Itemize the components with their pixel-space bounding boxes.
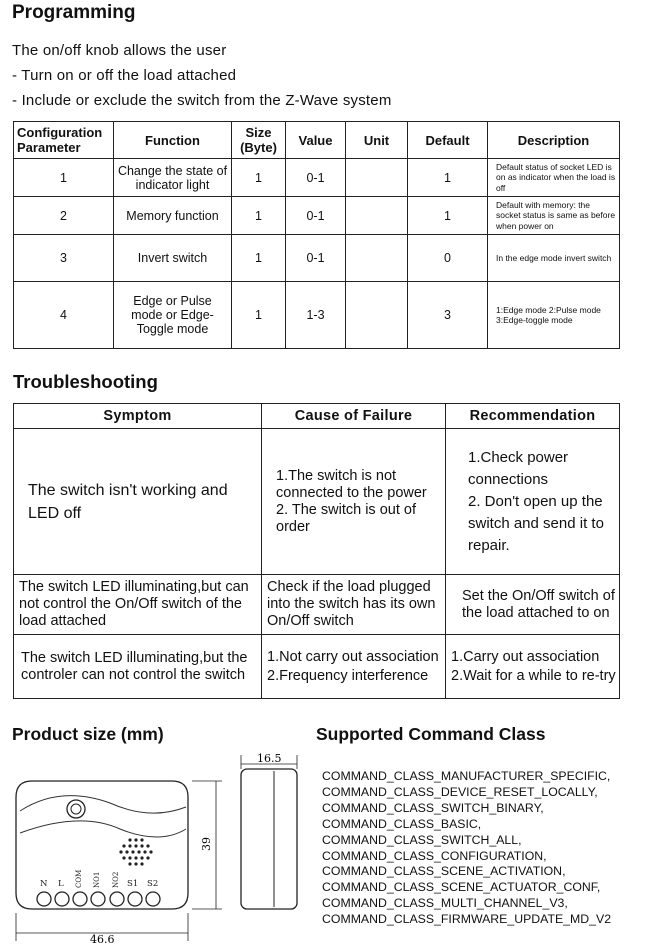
cell: 3 [408, 282, 488, 349]
cell: 1 [232, 197, 286, 235]
cell: Edge or Pulse mode or Edge-Toggle mode [114, 282, 232, 349]
cell: Check if the load plugged into the switch has its own On/Off switch [262, 575, 446, 635]
list-item: COMMAND_CLASS_CONFIGURATION, [322, 848, 547, 863]
depth-dimension-label: 16.5 [257, 752, 282, 765]
cell: 1 [408, 159, 488, 197]
intro-line: - Turn on or off the load attached [12, 67, 237, 84]
terminal-label: N [40, 879, 48, 889]
cell: 2 [14, 197, 114, 235]
list-item: COMMAND_CLASS_DEVICE_RESET_LOCALLY, [322, 784, 598, 799]
height-dimension-label: 39 [200, 837, 213, 851]
terminal-label: NO1 [93, 871, 101, 888]
cell: Change the state of indicator light [114, 159, 232, 197]
table-row [14, 429, 620, 575]
terminal-label: S1 [127, 879, 139, 889]
cell [346, 235, 408, 282]
product-size-title: Product size (mm) [12, 724, 164, 744]
cell: The switch isn't working and LED off [14, 429, 262, 575]
terminal-label: L [58, 879, 64, 889]
cell: In the edge mode invert switch [488, 235, 620, 282]
cell [346, 282, 408, 349]
cell: Invert switch [114, 235, 232, 282]
column-header: Unit [346, 122, 408, 159]
programming-title: Programming [12, 2, 136, 23]
list-item: COMMAND_CLASS_MULTI_CHANNEL_V3, [322, 896, 568, 911]
table-row [14, 282, 620, 349]
list-item: COMMAND_CLASS_FIRMWARE_UPDATE_MD_V2 [322, 912, 612, 927]
table-row [14, 159, 620, 197]
cell: 1.The switch is not connected to the power 2. The switch is out of order [262, 429, 446, 575]
cell: 1:Edge mode 2:Pulse mode 3:Edge-toggle mode [488, 282, 620, 349]
table-header-row [14, 122, 620, 159]
cell: 1-3 [286, 282, 346, 349]
command-class-list [322, 769, 611, 928]
knob-icon [67, 800, 85, 818]
list-item: COMMAND_CLASS_SWITCH_ALL, [322, 832, 522, 847]
column-header: Recommendation [446, 404, 620, 429]
cell: Memory function [114, 197, 232, 235]
terminal-label: S2 [147, 879, 159, 889]
cell: 0-1 [286, 159, 346, 197]
command-class-title: Supported Command Class [316, 724, 546, 744]
cell: 0-1 [286, 235, 346, 282]
list-item: COMMAND_CLASS_MANUFACTURER_SPECIFIC, [322, 769, 611, 783]
cell: 0-1 [286, 197, 346, 235]
cell: 1 [14, 159, 114, 197]
table-row [14, 235, 620, 282]
column-header: Cause of Failure [262, 404, 446, 429]
table-row [14, 197, 620, 235]
column-header: Value [286, 122, 346, 159]
intro-line: - Include or exclude the switch from the Z-Wave system [12, 92, 392, 109]
cell: The switch LED illuminating,but the controler can not control the switch [14, 635, 262, 699]
cell: 1.Not carry out association 2.Frequency interference [262, 635, 446, 699]
terminal-label: COM [75, 869, 83, 888]
cell: 1.Carry out association 2.Wait for a while to re-try [446, 635, 620, 699]
cell: 1.Check power connections 2. Don't open up the switch and send it to repair. [446, 429, 620, 575]
cell: 3 [14, 235, 114, 282]
column-header: Function [114, 122, 232, 159]
list-item: COMMAND_CLASS_SCENE_ACTUATOR_CONF, [322, 880, 601, 895]
cell: Default with memory: the socket status is same as before when power on [488, 197, 620, 235]
cell: Default status of socket LED is on as indicator when the load is off [488, 159, 620, 197]
list-item: COMMAND_CLASS_SCENE_ACTIVATION, [322, 864, 566, 879]
cell: 1 [232, 282, 286, 349]
list-item: COMMAND_CLASS_BASIC, [322, 816, 482, 831]
cell [346, 159, 408, 197]
cell: 1 [408, 197, 488, 235]
cell: 0 [408, 235, 488, 282]
list-item: COMMAND_CLASS_SWITCH_BINARY, [322, 800, 544, 815]
cell: 1 [232, 159, 286, 197]
product-dimension-drawing [0, 745, 318, 949]
cell: 4 [14, 282, 114, 349]
table-row [14, 575, 620, 635]
column-header: Description [488, 122, 620, 159]
cell: 1 [232, 235, 286, 282]
cell: The switch LED illuminating,but can not control the On/Off switch of the load attached [14, 575, 262, 635]
cell [346, 197, 408, 235]
column-header: Symptom [14, 404, 262, 429]
table-header-row [14, 404, 620, 429]
table-row [14, 635, 620, 699]
width-dimension-label: 46.6 [90, 933, 115, 946]
terminal-label: NO2 [112, 871, 120, 888]
troubleshooting-title: Troubleshooting [13, 371, 158, 392]
cell: Set the On/Off switch of the load attached to on [446, 575, 620, 635]
column-header: Configuration Parameter [14, 122, 114, 159]
intro-line: The on/off knob allows the user [12, 42, 227, 59]
column-header: Size (Byte) [232, 122, 286, 159]
column-header: Default [408, 122, 488, 159]
troubleshooting-table [13, 403, 620, 699]
configuration-table [13, 121, 620, 349]
